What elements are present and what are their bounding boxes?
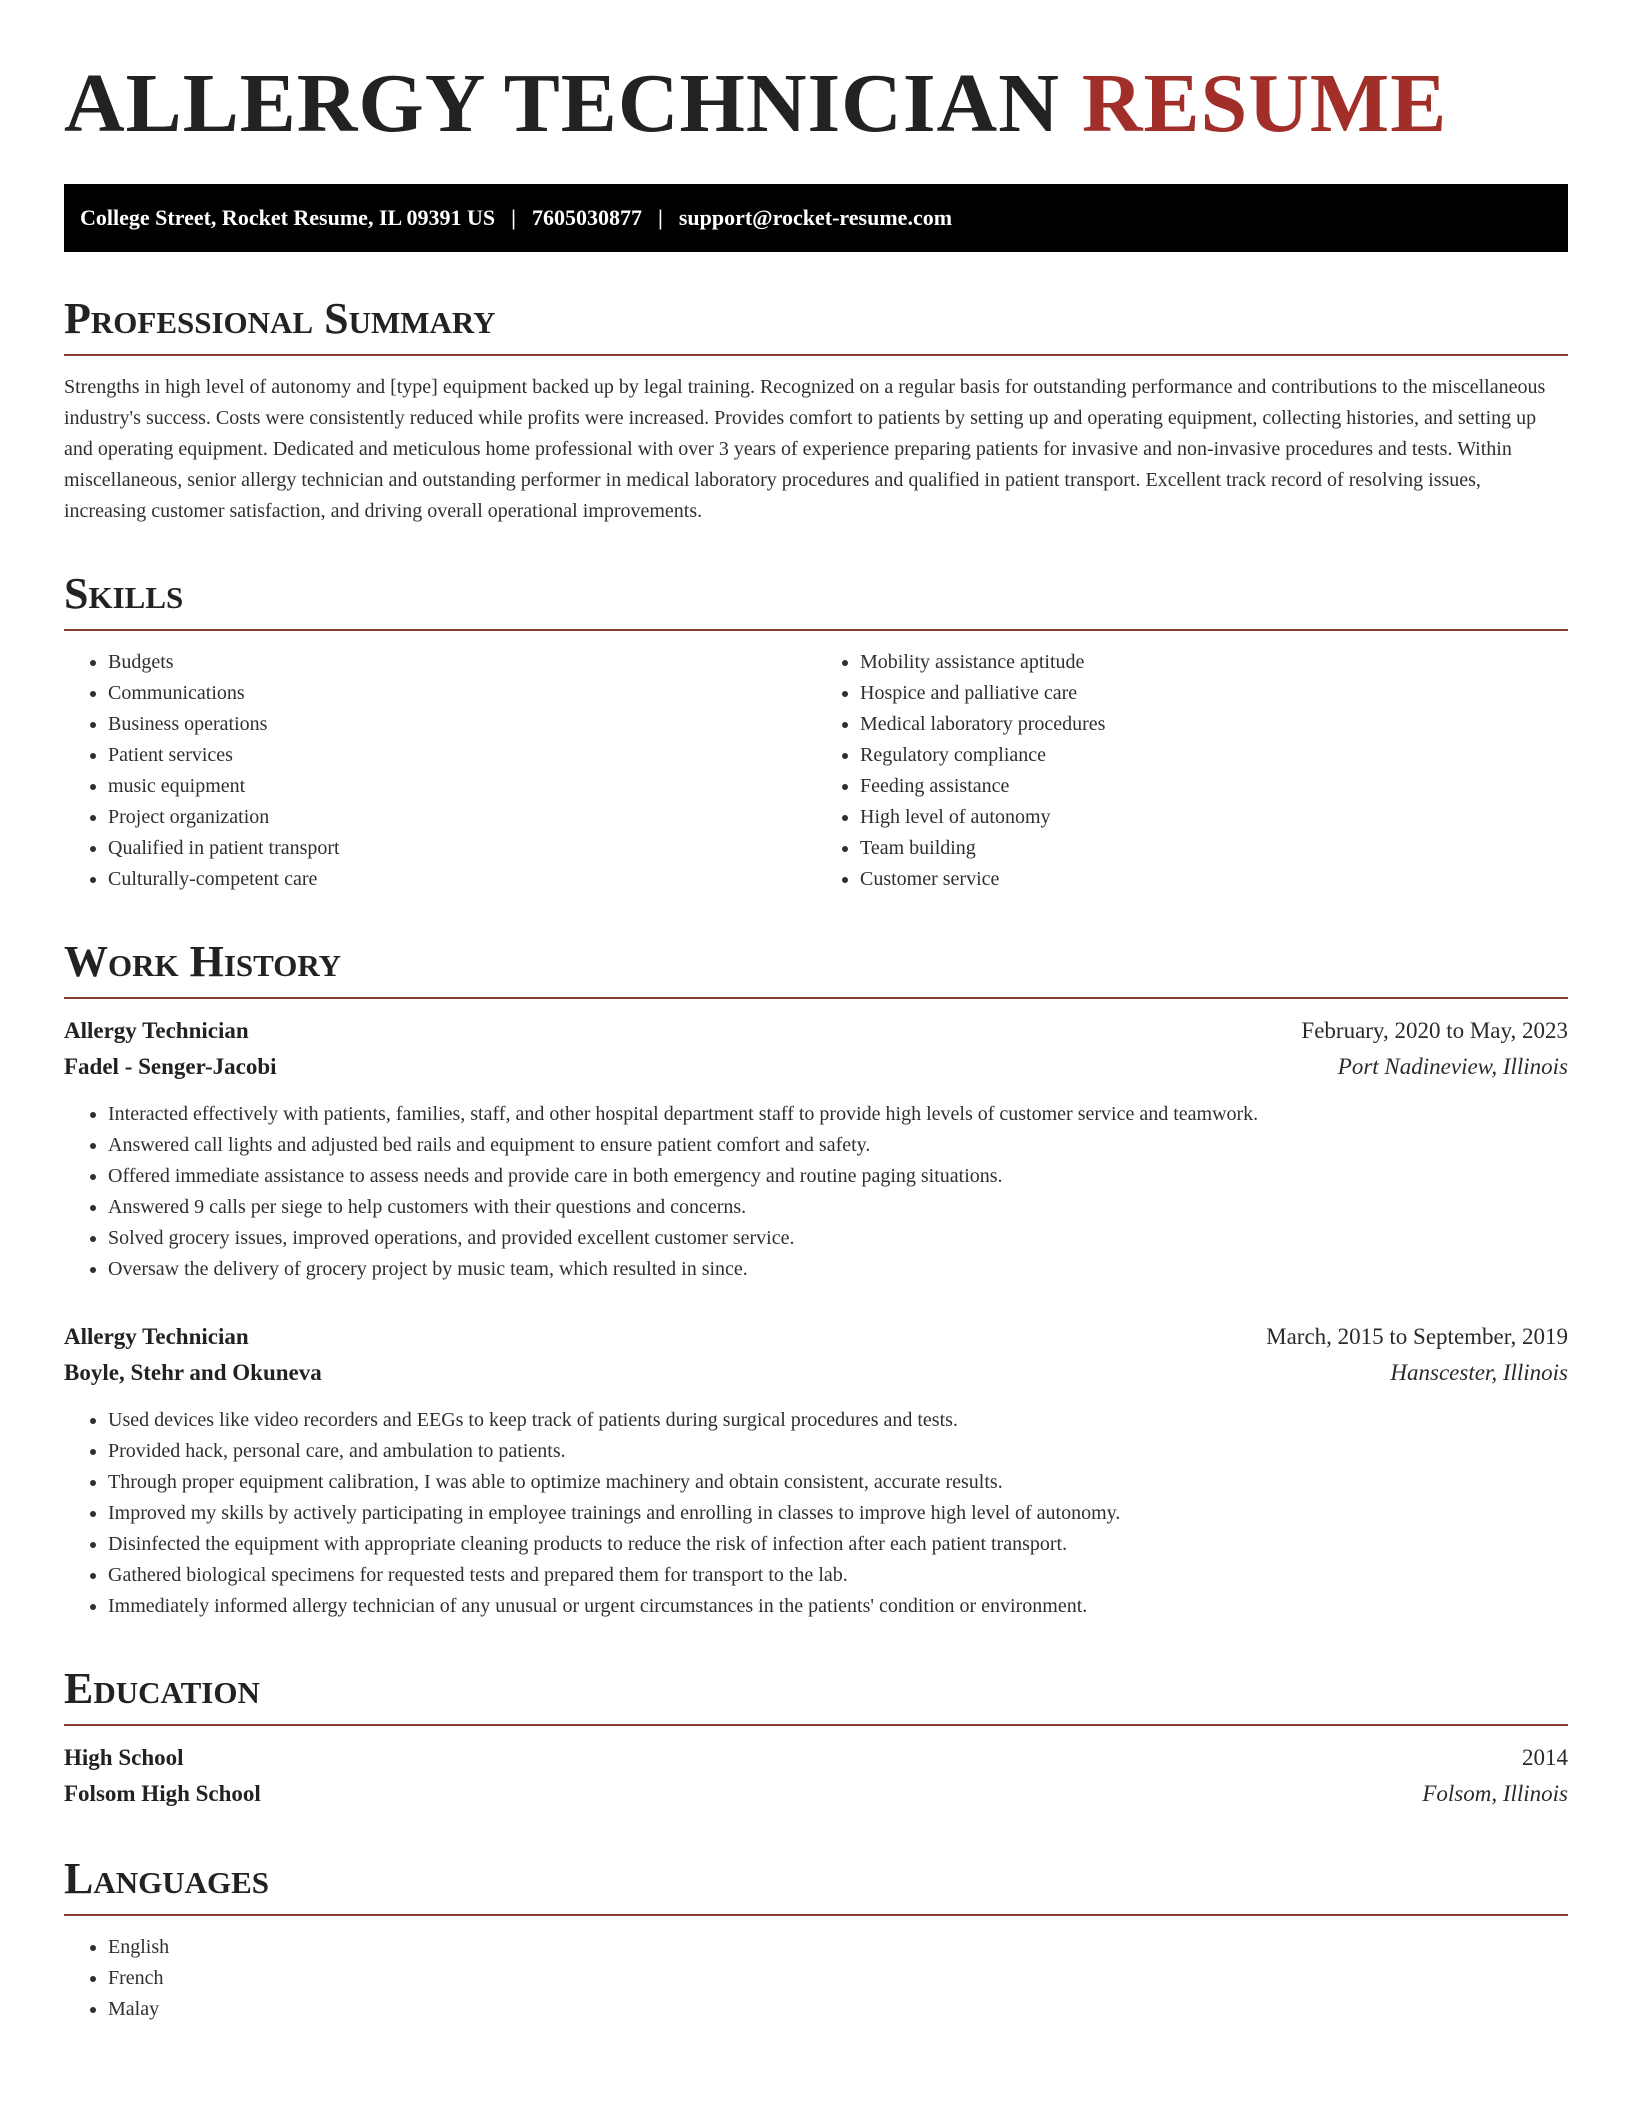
job-company-row	[64, 1049, 1568, 1085]
list-item: • Malay	[108, 1994, 1568, 2025]
skills-section	[64, 569, 1568, 895]
list-item: • Regulatory compliance	[860, 740, 1568, 771]
list-item: • English	[108, 1932, 1568, 1963]
list-item: • Business operations	[108, 709, 816, 740]
list-item: • Improved my skills by actively participating in employee trainings and enrolling in classes to improve high level of autonomy.	[108, 1498, 1568, 1529]
list-item: • Project organization	[108, 802, 816, 833]
contact-separator: |	[657, 205, 663, 230]
education-location: Folsom, Illinois	[1422, 1781, 1568, 1806]
section-heading: Professional Summary	[64, 294, 1568, 356]
list-item: • Solved grocery issues, improved operations, and provided excellent customer service.	[108, 1223, 1568, 1254]
list-item: • Answered call lights and adjusted bed rails and equipment to ensure patient comfort and safety.	[108, 1130, 1568, 1161]
job-title-row	[64, 1319, 1568, 1355]
job-duties	[64, 1099, 1568, 1285]
education-school-row	[64, 1776, 1568, 1812]
contact-bar	[64, 184, 1568, 252]
job-duties	[64, 1405, 1568, 1622]
job-entry	[64, 1013, 1568, 1285]
skills-list-right	[816, 647, 1568, 895]
languages-list	[64, 1932, 1568, 2025]
list-item: • Culturally-competent care	[108, 864, 816, 895]
list-item: • Disinfected the equipment with appropriate cleaning products to reduce the risk of infection after each patient transport.	[108, 1529, 1568, 1560]
list-item: • Provided hack, personal care, and ambulation to patients.	[108, 1436, 1568, 1467]
list-item: • Gathered biological specimens for requested tests and prepared them for transport to the lab.	[108, 1560, 1568, 1591]
job-title: Allergy Technician	[64, 1324, 249, 1349]
list-item: • High level of autonomy	[860, 802, 1568, 833]
summary-text: Strengths in high level of autonomy and [type] equipment backed up by legal training. Recognized on a regular basis for outstanding performance and contributions to the miscellaneous industry's success. Costs were consistently reduced while profits were increased. Provides comfort to patients by setting up and operating equipment, collecting histories, and setting up and operating equipment. Dedicated and meticulous home professional with over 3 years of experience preparing patients for invasive and non-invasive procedures and tests. Within miscellaneous, senior allergy technician and outstanding performer in medical laboratory procedures and qualified in patient transport. Excellent track record of resolving issues, increasing customer satisfaction, and driving overall operational improvements.	[64, 376, 1546, 522]
skills-grid	[64, 647, 1568, 895]
list-item: • music equipment	[108, 771, 816, 802]
list-item: • Budgets	[108, 647, 816, 678]
section-heading: Languages	[64, 1854, 1568, 1916]
education-section	[64, 1664, 1568, 1812]
contact-separator: |	[511, 205, 516, 230]
section-heading: Work History	[64, 937, 1568, 999]
list-item: • French	[108, 1963, 1568, 1994]
job-title: Allergy Technician	[64, 1018, 249, 1043]
list-item: • Through proper equipment calibration, I was able to optimize machinery and obtain consistent, accurate results.	[108, 1467, 1568, 1498]
list-item: • Medical laboratory procedures	[860, 709, 1568, 740]
job-location: Port Nadineview, Illinois	[1337, 1054, 1568, 1079]
job-dates: February, 2020 to May, 2023	[1301, 1018, 1568, 1043]
list-item: • Interacted effectively with patients, families, staff, and other hospital department staff to provide high levels of customer service and teamwork.	[108, 1099, 1568, 1130]
job-location: Hanscester, Illinois	[1390, 1360, 1568, 1385]
list-item: • Team building	[860, 833, 1568, 864]
title-accent: RESUME	[1081, 57, 1448, 150]
list-item: • Offered immediate assistance to assess needs and provide care in both emergency and routine paging situations.	[108, 1161, 1568, 1192]
education-year: 2014	[1522, 1745, 1568, 1770]
list-item: • Qualified in patient transport	[108, 833, 816, 864]
section-heading: Education	[64, 1664, 1568, 1726]
list-item: • Oversaw the delivery of grocery project by music team, which resulted in since.	[108, 1254, 1568, 1285]
list-item: • Patient services	[108, 740, 816, 771]
education-degree-row	[64, 1740, 1568, 1776]
job-title-row	[64, 1013, 1568, 1049]
education-entry	[64, 1740, 1568, 1812]
job-entry	[64, 1319, 1568, 1622]
list-item: • Used devices like video recorders and EEGs to keep track of patients during surgical procedures and tests.	[108, 1405, 1568, 1436]
job-company-row	[64, 1355, 1568, 1391]
languages-section	[64, 1854, 1568, 2025]
list-item: • Hospice and palliative care	[860, 678, 1568, 709]
title-main: ALLERGY TECHNICIAN	[64, 57, 1060, 150]
education-school: Folsom High School	[64, 1781, 261, 1806]
summary-section	[64, 294, 1568, 527]
list-item: • Communications	[108, 678, 816, 709]
contact-phone[interactable]: 7605030877	[531, 205, 642, 230]
list-item: • Immediately informed allergy technician of any unusual or urgent circumstances in the patients' condition or environment.	[108, 1591, 1568, 1622]
skills-list-left	[64, 647, 816, 895]
job-dates: March, 2015 to September, 2019	[1266, 1324, 1568, 1349]
list-item: • Customer service	[860, 864, 1568, 895]
job-company: Boyle, Stehr and Okuneva	[64, 1360, 322, 1385]
resume-title	[64, 56, 1568, 152]
list-item: • Feeding assistance	[860, 771, 1568, 802]
education-degree: High School	[64, 1745, 184, 1770]
section-heading: Skills	[64, 569, 1568, 631]
contact-address: College Street, Rocket Resume, IL 09391 US	[80, 205, 496, 230]
contact-email[interactable]: support@rocket-resume.com	[678, 205, 953, 230]
list-item: • Answered 9 calls per siege to help customers with their questions and concerns.	[108, 1192, 1568, 1223]
list-item: • Mobility assistance aptitude	[860, 647, 1568, 678]
job-company: Fadel - Senger-Jacobi	[64, 1054, 277, 1079]
work-history-section	[64, 937, 1568, 1622]
